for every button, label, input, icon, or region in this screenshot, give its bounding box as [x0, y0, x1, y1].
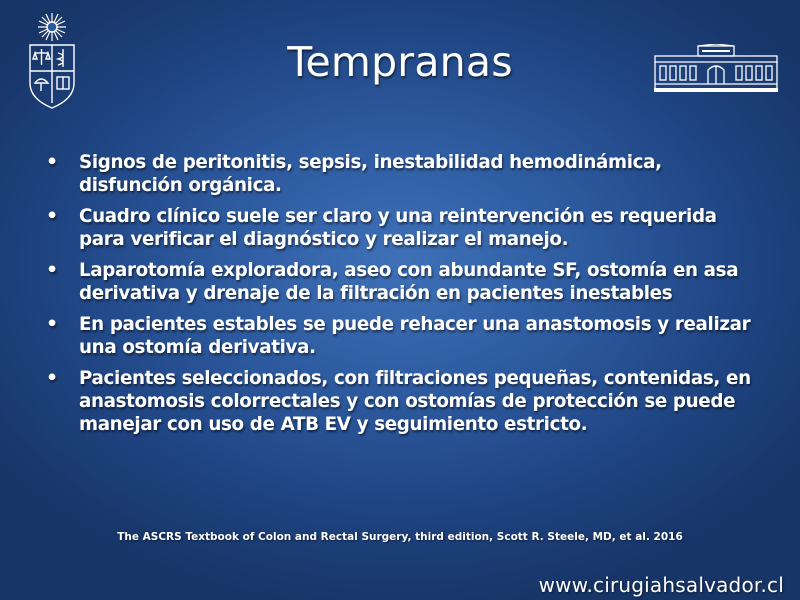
bullet-marker: • — [46, 205, 58, 227]
bullet-list — [46, 151, 762, 444]
bullet-item — [46, 313, 762, 359]
bullet-item — [46, 367, 762, 436]
slide-title: Tempranas — [287, 38, 513, 86]
reference-citation: The ASCRS Textbook of Colon and Rectal Surgery, third edition, Scott R. Steele, MD, et al. 2016 — [117, 531, 683, 543]
hospital-building-icon — [654, 44, 778, 92]
bullet-text: Signos de peritonitis, sepsis, inestabilidad hemodinámica, disfunción orgánica. — [79, 152, 662, 196]
bullet-marker: • — [46, 313, 58, 335]
bullet-marker: • — [46, 367, 58, 389]
bullet-text: Cuadro clínico suele ser claro y una reintervención es requerida para verificar el diagnóstico y realizar el manejo. — [79, 206, 717, 250]
bullet-text: Pacientes seleccionados, con filtraciones pequeñas, contenidas, en anastomosis colorrectales y con ostomías de protección se puede manejar con uso de ATB EV y seguimiento estricto. — [79, 368, 751, 435]
bullet-marker: • — [46, 259, 58, 281]
bullet-item — [46, 151, 762, 197]
bullet-text: Laparotomía exploradora, aseo con abundante SF, ostomía en asa derivativa y drenaje de la filtración en pacientes inestables — [79, 260, 739, 304]
bullet-marker: • — [46, 151, 58, 173]
bullet-text: En pacientes estables se puede rehacer una anastomosis y realizar una ostomía derivativa. — [79, 314, 751, 358]
bullet-item — [46, 205, 762, 251]
website-url: www.cirugiahsalvador.cl — [538, 573, 784, 597]
bullet-item — [46, 259, 762, 305]
